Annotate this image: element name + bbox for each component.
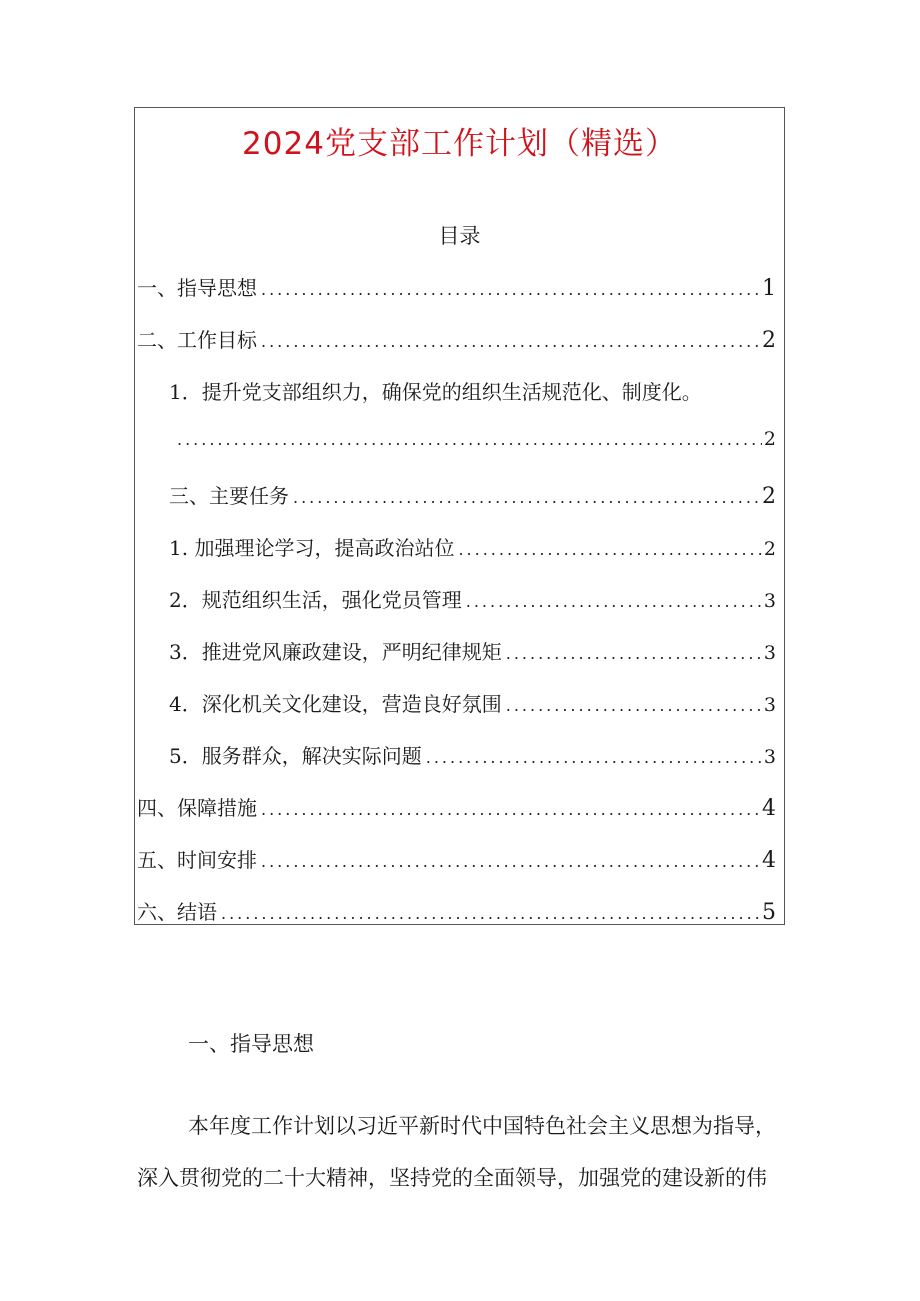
paragraph-line: 深入贯彻党的二十大精神，坚持党的全面领导，加强党的建设新的伟 <box>137 1166 767 1190</box>
section-heading: 一、指导思想 <box>188 1032 314 1056</box>
dot-leader <box>506 644 762 663</box>
toc-entry[interactable]: 六、结语 ..... 5 <box>137 896 776 926</box>
toc-entry-continuation[interactable]: ..... 2 <box>173 428 776 458</box>
toc-heading: 目录 <box>438 224 481 248</box>
paragraph-line: 本年度工作计划以习近平新时代中国特色社会主义思想为指导， <box>188 1114 776 1138</box>
toc-entry[interactable]: 四、保障措施 ..... 4 <box>137 792 776 822</box>
table-of-contents-box <box>134 107 785 925</box>
dot-leader <box>466 592 762 611</box>
toc-entry[interactable]: 一、指导思想 ..... 1 <box>137 272 776 302</box>
dot-leader <box>221 904 760 923</box>
dot-leader <box>426 748 762 767</box>
toc-entry[interactable]: 三、主要任务 ..... 2 <box>169 480 776 510</box>
dot-leader <box>177 430 762 449</box>
dot-leader <box>261 852 760 871</box>
toc-entry[interactable]: 二、工作目标 ..... 2 <box>137 324 776 354</box>
dot-leader <box>293 488 760 507</box>
toc-entry[interactable]: 2．规范组织生活，强化党员管理 ..... 3 <box>169 584 776 614</box>
document-title: 2024党支部工作计划（精选） <box>242 126 677 162</box>
toc-entry[interactable]: 1．提升党支部组织力，确保党的组织生活规范化、制度化。 <box>169 380 702 404</box>
dot-leader <box>506 696 762 715</box>
toc-entry[interactable]: 1. 加强理论学习，提高政治站位 ..... 2 <box>169 532 776 562</box>
toc-entry[interactable]: 3．推进党风廉政建设，严明纪律规矩 ..... 3 <box>169 636 776 666</box>
dot-leader <box>261 800 760 819</box>
toc-entry[interactable]: 5．服务群众，解决实际问题 ..... 3 <box>169 740 776 770</box>
toc-entry[interactable]: 五、时间安排 ..... 4 <box>137 844 776 874</box>
dot-leader <box>458 540 761 559</box>
dot-leader <box>261 280 760 299</box>
dot-leader <box>261 332 760 351</box>
toc-entry[interactable]: 4．深化机关文化建设，营造良好氛围 ..... 3 <box>169 688 776 718</box>
